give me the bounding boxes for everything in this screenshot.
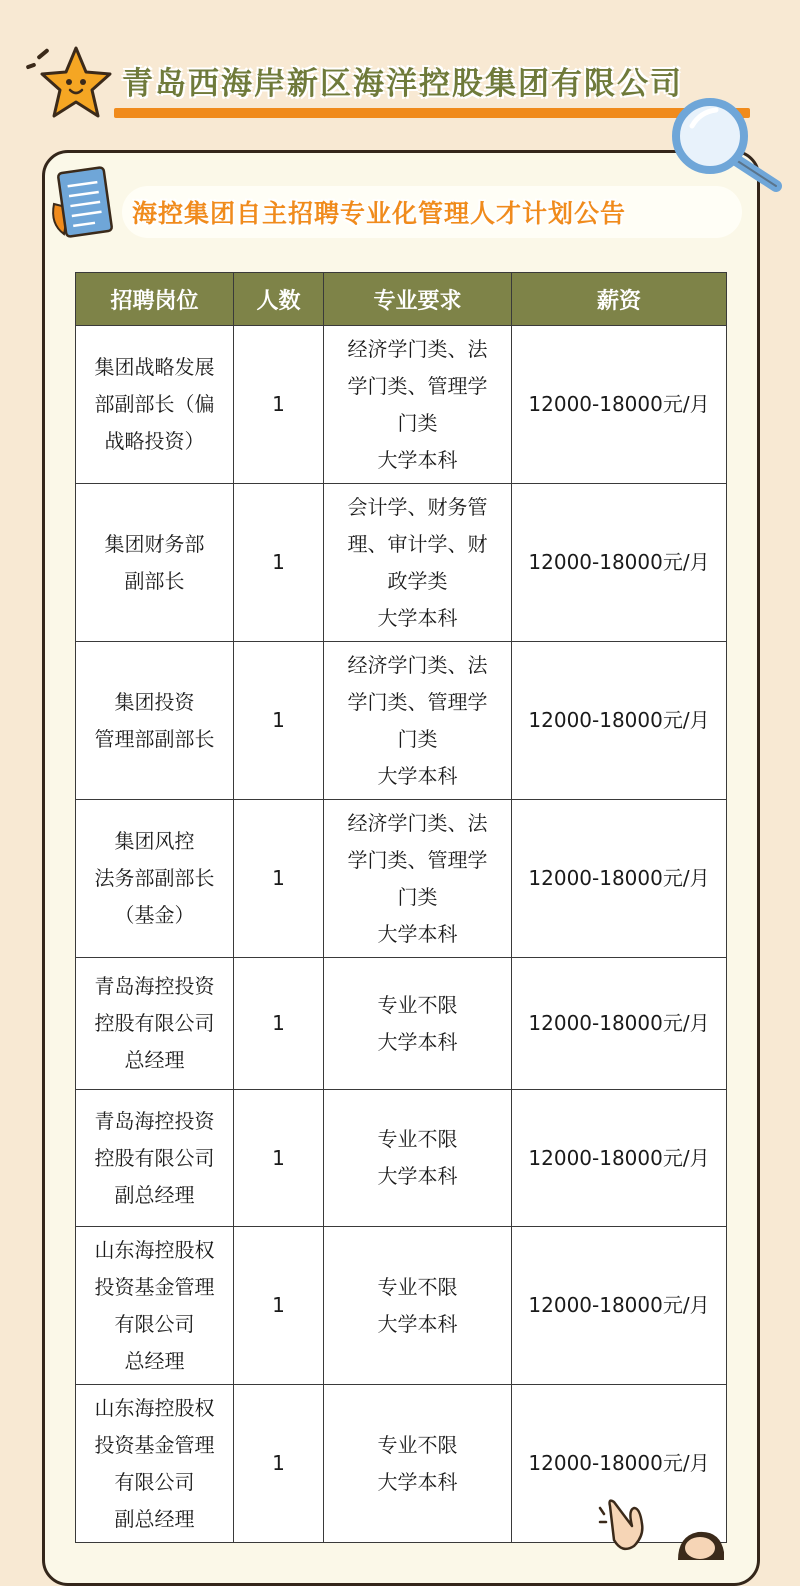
cell-position xyxy=(76,800,234,958)
requirement-line: 学门类、管理学 xyxy=(347,847,488,872)
cell-position xyxy=(76,326,234,484)
recruitment-table xyxy=(75,272,727,1543)
position-line: 集团风控 xyxy=(114,829,195,853)
position-line: 山东海控股权 xyxy=(94,1237,215,1262)
requirement-line: 大学本科 xyxy=(377,1029,458,1054)
position-line: 有限公司 xyxy=(114,1469,195,1494)
cell-position xyxy=(76,1090,234,1227)
position-line: （基金） xyxy=(114,903,195,927)
requirement-line: 大学本科 xyxy=(377,605,458,630)
cell-salary: 12000-18000元/月 xyxy=(512,1385,727,1543)
cell-salary: 12000-18000元/月 xyxy=(512,800,727,958)
cell-requirement xyxy=(324,484,512,642)
cell-count: 1 xyxy=(234,958,324,1090)
requirement-line: 经济学门类、法 xyxy=(347,336,488,361)
star-mascot-icon xyxy=(26,44,112,120)
cell-salary: 12000-18000元/月 xyxy=(512,1090,727,1227)
cell-salary: 12000-18000元/月 xyxy=(512,642,727,800)
position-line: 管理部副部长 xyxy=(94,726,215,751)
cell-count: 1 xyxy=(234,1090,324,1227)
table-header-row xyxy=(76,273,727,326)
position-line: 副总经理 xyxy=(114,1506,195,1531)
cell-count: 1 xyxy=(234,642,324,800)
cell-salary: 12000-18000元/月 xyxy=(512,326,727,484)
position-line: 控股有限公司 xyxy=(94,1011,215,1035)
requirement-line: 大学本科 xyxy=(377,1311,458,1336)
requirement-line: 门类 xyxy=(397,410,438,435)
table-row xyxy=(76,642,727,800)
position-line: 集团财务部 xyxy=(104,531,205,556)
cell-position xyxy=(76,958,234,1090)
requirement-line: 门类 xyxy=(397,726,438,751)
position-line: 部副部长（偏 xyxy=(94,392,215,416)
position-line: 副部长 xyxy=(124,568,185,593)
cell-requirement xyxy=(324,1090,512,1227)
cell-count: 1 xyxy=(234,1385,324,1543)
position-line: 青岛海控投资 xyxy=(94,974,215,998)
cell-count: 1 xyxy=(234,800,324,958)
cell-salary: 12000-18000元/月 xyxy=(512,1227,727,1385)
requirement-line: 专业不限 xyxy=(377,992,458,1017)
requirement-line: 大学本科 xyxy=(377,1469,458,1494)
cell-requirement xyxy=(324,642,512,800)
position-line: 总经理 xyxy=(124,1048,185,1072)
cell-count: 1 xyxy=(234,326,324,484)
table-row xyxy=(76,1227,727,1385)
table-row xyxy=(76,800,727,958)
title-underline xyxy=(114,108,750,118)
table-row xyxy=(76,958,727,1090)
header-salary: 薪资 xyxy=(512,273,727,326)
cell-position xyxy=(76,484,234,642)
position-line: 有限公司 xyxy=(114,1311,195,1336)
requirement-line: 理、审计学、财 xyxy=(347,531,488,556)
cell-count: 1 xyxy=(234,484,324,642)
position-line: 投资基金管理 xyxy=(94,1432,215,1457)
cell-position xyxy=(76,1227,234,1385)
requirement-line: 门类 xyxy=(397,884,438,909)
header-count: 人数 xyxy=(234,273,324,326)
cell-requirement xyxy=(324,958,512,1090)
table-row xyxy=(76,484,727,642)
requirement-line: 大学本科 xyxy=(377,921,458,946)
position-line: 山东海控股权 xyxy=(94,1395,215,1420)
cell-count: 1 xyxy=(234,1227,324,1385)
requirement-line: 学门类、管理学 xyxy=(347,373,488,398)
requirement-line: 专业不限 xyxy=(377,1432,458,1457)
position-line: 控股有限公司 xyxy=(94,1145,215,1170)
magnifier-icon xyxy=(666,98,786,198)
company-title: 青岛西海岸新区海洋控股集团有限公司 xyxy=(122,66,683,102)
requirement-line: 大学本科 xyxy=(377,763,458,788)
header-requirement: 专业要求 xyxy=(324,273,512,326)
position-line: 集团投资 xyxy=(114,689,195,714)
position-line: 青岛海控投资 xyxy=(94,1108,215,1133)
requirement-line: 会计学、财务管 xyxy=(347,494,488,519)
cell-requirement xyxy=(324,1227,512,1385)
position-line: 法务部副部长 xyxy=(94,866,215,890)
table-row xyxy=(76,326,727,484)
header-position: 招聘岗位 xyxy=(76,273,234,326)
cell-requirement xyxy=(324,326,512,484)
requirement-line: 经济学门类、法 xyxy=(347,810,488,835)
position-line: 集团战略发展 xyxy=(94,355,215,379)
announcement-subtitle: 海控集团自主招聘专业化管理人才计划公告 xyxy=(132,199,627,228)
requirement-line: 政学类 xyxy=(387,568,448,593)
requirement-line: 大学本科 xyxy=(377,447,458,472)
cell-position xyxy=(76,1385,234,1543)
position-line: 总经理 xyxy=(124,1348,185,1373)
cell-salary: 12000-18000元/月 xyxy=(512,958,727,1090)
requirement-line: 经济学门类、法 xyxy=(347,652,488,677)
position-line: 副总经理 xyxy=(114,1182,195,1207)
table-row xyxy=(76,1090,727,1227)
requirement-line: 专业不限 xyxy=(377,1127,458,1151)
waving-hand-icon xyxy=(598,1496,728,1560)
cell-requirement xyxy=(324,1385,512,1543)
requirement-line: 专业不限 xyxy=(377,1274,458,1299)
position-line: 战略投资） xyxy=(104,429,205,453)
document-icon xyxy=(48,164,122,244)
cell-position xyxy=(76,642,234,800)
requirement-line: 学门类、管理学 xyxy=(347,689,488,714)
cell-requirement xyxy=(324,800,512,958)
cell-salary: 12000-18000元/月 xyxy=(512,484,727,642)
position-line: 投资基金管理 xyxy=(94,1274,215,1299)
requirement-line: 大学本科 xyxy=(377,1164,458,1188)
